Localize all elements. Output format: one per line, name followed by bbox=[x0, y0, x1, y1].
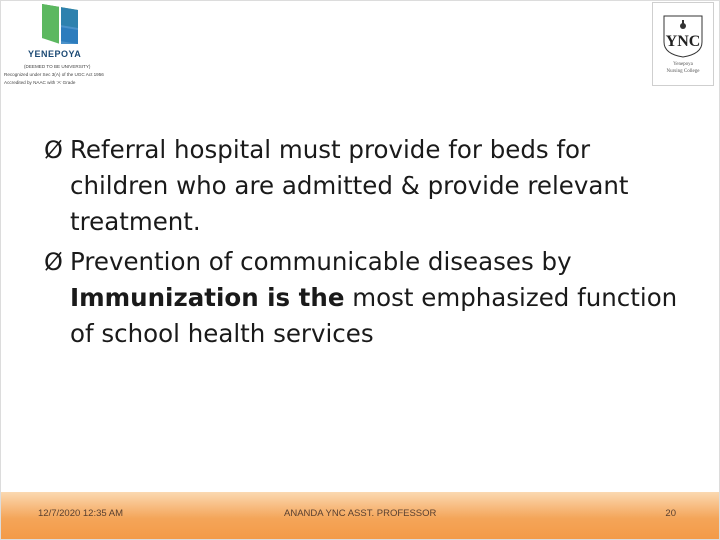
bullet-bold-text: Immunization is the bbox=[70, 283, 345, 312]
bullet-referral bbox=[44, 132, 688, 240]
bullet-text: Referral hospital must provide for beds for children who are admitted & provide relevant treatment. bbox=[70, 135, 629, 236]
page-number: 20 bbox=[665, 508, 676, 519]
footer-author: ANANDA YNC ASST. PROFESSOR bbox=[284, 508, 437, 519]
bullet-text: Prevention of communicable diseases by bbox=[70, 247, 572, 276]
footer-date: 12/7/2020 12:35 AM bbox=[38, 508, 124, 519]
nursing-college-logo bbox=[652, 2, 714, 86]
bullet-text-tail: most emphasized function of school health services bbox=[70, 283, 678, 348]
college-name bbox=[653, 61, 713, 75]
arrow-bullet-icon: Ø bbox=[44, 136, 63, 164]
slide-body bbox=[44, 132, 688, 356]
yenepoya-emblem-icon bbox=[38, 0, 82, 48]
logo-subtitle-deemed: (DEEMED TO BE UNIVERSITY) bbox=[24, 64, 91, 69]
college-name-line1: Yenepoya bbox=[673, 62, 693, 67]
monogram-text: YNC bbox=[665, 33, 701, 50]
yenepoya-wordmark: YENEPOYA bbox=[28, 49, 82, 59]
arrow-bullet-icon: Ø bbox=[44, 248, 63, 276]
logo-subtitle-accredited: Accredited by NAAC with 'A' Grade bbox=[4, 80, 76, 85]
bullet-prevention bbox=[44, 244, 688, 352]
logo-subtitle-recognized: Recognized under Sec 3(A) of the UGC Act 1956 bbox=[4, 72, 104, 77]
ync-monogram-icon bbox=[658, 12, 708, 58]
college-name-line2: Nursing College bbox=[666, 69, 700, 74]
footer-bar bbox=[0, 492, 720, 540]
yenepoya-logo bbox=[0, 0, 120, 96]
